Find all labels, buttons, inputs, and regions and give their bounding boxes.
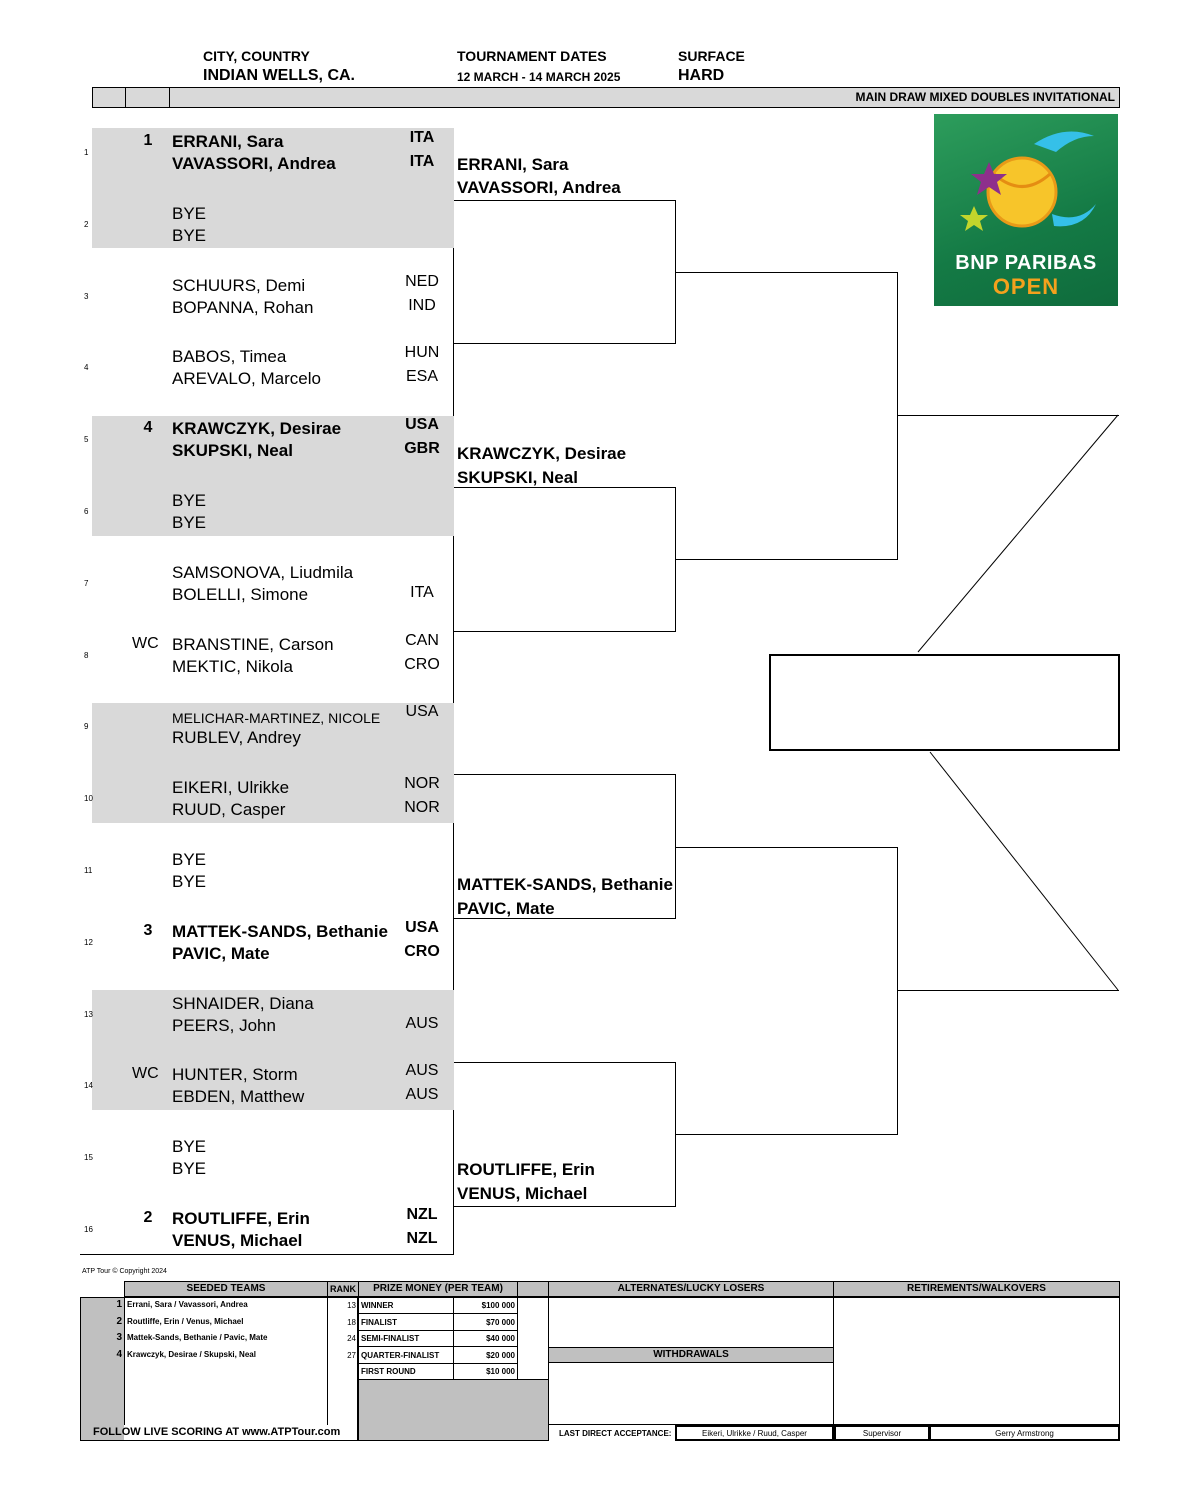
player-name: VENUS, Michael: [172, 1231, 303, 1250]
live-scoring-text: FOLLOW LIVE SCORING AT www.ATPTour.com: [93, 1426, 341, 1438]
draw-position-number: 6: [84, 507, 89, 516]
divider: [124, 1281, 125, 1425]
draw-position-number: 10: [84, 794, 93, 803]
lda-label: LAST DIRECT ACCEPTANCE:: [559, 1429, 672, 1438]
draw-position-number: 11: [84, 866, 93, 875]
player-name: BYE: [172, 226, 207, 245]
divider: [517, 1297, 518, 1380]
draw-position-number: 7: [84, 579, 89, 588]
withdrawals-header: WITHDRAWALS: [548, 1347, 834, 1363]
draw-bottom-line: [80, 1254, 454, 1255]
copyright: ATP Tour © Copyright 2024: [82, 1268, 167, 1275]
draw-title: MAIN DRAW MIXED DOUBLES INVITATIONAL: [855, 90, 1115, 104]
bracket-line: [454, 631, 676, 632]
r2-player: ERRANI, Sara: [457, 155, 569, 174]
player-name: RUBLEV, Andrey: [172, 728, 301, 747]
divider: [358, 1346, 518, 1347]
seed-number: 1: [116, 1299, 122, 1310]
player-nationality: ESA: [405, 368, 438, 385]
lda-value: Eikeri, Ulrikke / Ruud, Casper: [702, 1429, 807, 1438]
player-name: VAVASSORI, Andrea: [172, 154, 336, 173]
r1-divider: [453, 536, 454, 703]
team-rank: 18: [347, 1317, 356, 1327]
team-rank: 27: [347, 1350, 356, 1360]
seeded-team: Mattek-Sands, Bethanie / Pavic, Mate: [127, 1333, 268, 1343]
divider: [358, 1313, 518, 1314]
player-nationality: NZL: [406, 1230, 438, 1247]
player-name: BYE: [172, 204, 207, 223]
retirements-header: RETIREMENTS/WALKOVERS: [833, 1281, 1120, 1297]
draw-position-number: 1: [84, 148, 89, 157]
player-nationality: NOR: [404, 775, 440, 792]
seed-number: 3: [116, 1332, 122, 1344]
seed-number: 2: [116, 1315, 122, 1327]
seed-number: 4: [143, 419, 153, 436]
player-nationality: HUN: [404, 344, 440, 361]
entry-status: WC: [132, 1065, 159, 1082]
tennis-ball-stars-icon: [934, 114, 1118, 254]
player-nationality: ITA: [409, 153, 435, 170]
logo-text-line1: BNP PARIBAS: [955, 252, 1097, 274]
player-name: BYE: [172, 513, 207, 532]
prize-amount: $20 000: [486, 1350, 515, 1360]
r2-player: SKUPSKI, Neal: [457, 468, 578, 487]
supervisor-value: Gerry Armstrong: [995, 1429, 1054, 1438]
draw-position-number: 5: [84, 435, 89, 444]
player-name: MATTEK-SANDS, Bethanie: [172, 922, 388, 941]
team-rank: 24: [347, 1334, 356, 1344]
draw-position-number: 12: [84, 938, 93, 947]
seed-number: 4: [116, 1348, 122, 1360]
draw-position-number: 3: [84, 292, 89, 301]
player-nationality: AUS: [405, 1015, 439, 1032]
bracket-line: [454, 1206, 676, 1207]
prize-round: FINALIST: [361, 1317, 397, 1327]
bracket-line: [454, 487, 676, 488]
player-nationality: CAN: [405, 632, 439, 649]
prize-grey-area: [358, 1379, 549, 1441]
r2-player: MATTEK-SANDS, Bethanie: [457, 875, 673, 894]
seeded-team: Krawczyk, Desirae / Skupski, Neal: [127, 1349, 256, 1359]
divider: [358, 1330, 518, 1331]
prize-round: QUARTER-FINALIST: [361, 1350, 440, 1360]
prize-amount: $100 000: [481, 1301, 515, 1310]
bracket-line: [454, 343, 676, 344]
divider: [80, 1440, 358, 1441]
player-nationality: USA: [405, 919, 439, 936]
player-name: SAMSONOVA, Liudmila: [172, 563, 354, 582]
player-name: EBDEN, Matthew: [172, 1087, 305, 1106]
player-name: BYE: [172, 1159, 207, 1178]
draw-position-number: 14: [84, 1081, 93, 1090]
bracket-line: [676, 1134, 898, 1135]
draw-position-number: 15: [84, 1153, 93, 1162]
r1-divider: [453, 823, 454, 990]
bracket-line: [897, 847, 898, 1135]
r2-player: ROUTLIFFE, Erin: [457, 1160, 595, 1179]
draw-title-band: [92, 87, 1120, 108]
prize-amount: $70 000: [486, 1317, 515, 1327]
player-name: BYE: [172, 491, 207, 510]
surface-label: SURFACE: [678, 48, 745, 64]
player-name: BOPANNA, Rohan: [172, 298, 314, 317]
player-name: BYE: [172, 1137, 207, 1156]
prize-round: WINNER: [361, 1301, 394, 1310]
surface-value: HARD: [678, 67, 725, 84]
player-nationality: AUS: [405, 1062, 439, 1079]
draw-position-number: 9: [84, 722, 89, 731]
divider: [327, 1281, 328, 1425]
draw-position-number: 2: [84, 220, 89, 229]
seeded-team: Routliffe, Erin / Venus, Michael: [127, 1316, 244, 1326]
rank-header: RANK: [327, 1281, 359, 1297]
player-name: MELICHAR-MARTINEZ, NICOLE: [172, 710, 381, 726]
prize-amount: $40 000: [486, 1334, 515, 1344]
player-nationality: GBR: [404, 440, 440, 457]
seeded-team: Errani, Sara / Vavassori, Andrea: [127, 1300, 248, 1309]
player-name: PEERS, John: [172, 1016, 276, 1035]
prize-spacer: [517, 1281, 549, 1297]
player-nationality: IND: [408, 297, 436, 314]
r1-divider: [453, 248, 454, 416]
bracket-line: [454, 774, 676, 775]
prize-round: SEMI-FINALIST: [361, 1334, 420, 1344]
logo-text-line2: OPEN: [992, 274, 1060, 299]
tournament-logo: [934, 114, 1118, 306]
dates-label: TOURNAMENT DATES: [457, 48, 607, 64]
draw-position-number: 4: [84, 363, 89, 372]
bracket-line: [454, 918, 676, 919]
team-rank: 13: [347, 1301, 356, 1310]
player-name: BYE: [172, 872, 207, 891]
bracket-line: [676, 559, 898, 560]
supervisor-label: Supervisor: [862, 1429, 902, 1438]
bracket-line: [676, 847, 898, 848]
player-name: ERRANI, Sara: [172, 132, 284, 151]
draw-position-number: 8: [84, 651, 89, 660]
player-name: ROUTLIFFE, Erin: [172, 1209, 310, 1228]
seed-number: 3: [143, 922, 153, 939]
player-name: RUUD, Casper: [172, 800, 286, 819]
seeded-teams-header: SEEDED TEAMS: [124, 1281, 328, 1297]
prize-amount: $10 000: [486, 1367, 515, 1377]
player-name: BYE: [172, 850, 207, 869]
retirements-box: [833, 1297, 1120, 1425]
player-name: PAVIC, Mate: [172, 944, 270, 963]
player-nationality: ITA: [410, 584, 434, 601]
player-nationality: NOR: [404, 799, 440, 816]
bracket-line: [454, 200, 676, 201]
player-nationality: CRO: [404, 943, 440, 960]
player-name: SCHUURS, Demi: [172, 276, 306, 295]
r2-player: PAVIC, Mate: [457, 899, 555, 918]
seed-number: 1: [143, 132, 153, 149]
bracket-line: [676, 272, 898, 273]
divider: [358, 1363, 518, 1364]
alternates-header: ALTERNATES/LUCKY LOSERS: [548, 1281, 834, 1297]
player-name: AREVALO, Marcelo: [172, 369, 321, 388]
player-name: BABOS, Timea: [172, 347, 287, 366]
entry-status: WC: [132, 635, 159, 652]
winner-box: [769, 654, 1120, 751]
player-name: SHNAIDER, Diana: [172, 994, 314, 1013]
r2-player: VAVASSORI, Andrea: [457, 178, 621, 197]
player-name: EIKERI, Ulrikke: [172, 778, 290, 797]
player-name: BOLELLI, Simone: [172, 585, 309, 604]
player-name: SKUPSKI, Neal: [172, 441, 293, 460]
bracket-line: [897, 272, 898, 560]
city-label: CITY, COUNTRY: [203, 48, 310, 64]
r1-divider: [453, 1110, 454, 1255]
bracket-line: [454, 1062, 676, 1063]
player-nationality: USA: [405, 703, 439, 720]
draw-position-number: 16: [84, 1225, 93, 1234]
prize-money-header: PRIZE MONEY (PER TEAM): [358, 1281, 518, 1297]
player-nationality: CRO: [404, 656, 440, 673]
dates-value: 12 MARCH - 14 MARCH 2025: [457, 70, 621, 84]
r2-player: KRAWCZYK, Desirae: [457, 444, 627, 463]
player-name: HUNTER, Storm: [172, 1065, 298, 1084]
player-nationality: ITA: [409, 129, 435, 146]
city-value: INDIAN WELLS, CA.: [203, 67, 355, 84]
player-name: MEKTIC, Nikola: [172, 657, 293, 676]
player-nationality: NED: [405, 273, 439, 290]
player-name: KRAWCZYK, Desirae: [172, 419, 342, 438]
player-nationality: AUS: [405, 1086, 439, 1103]
divider: [453, 1297, 454, 1380]
player-nationality: USA: [405, 416, 439, 433]
player-nationality: NZL: [406, 1206, 438, 1223]
draw-position-number: 13: [84, 1010, 93, 1019]
player-name: BRANSTINE, Carson: [172, 635, 334, 654]
prize-round: FIRST ROUND: [361, 1367, 416, 1377]
seed-number: 2: [143, 1209, 153, 1226]
r2-player: VENUS, Michael: [457, 1184, 588, 1203]
